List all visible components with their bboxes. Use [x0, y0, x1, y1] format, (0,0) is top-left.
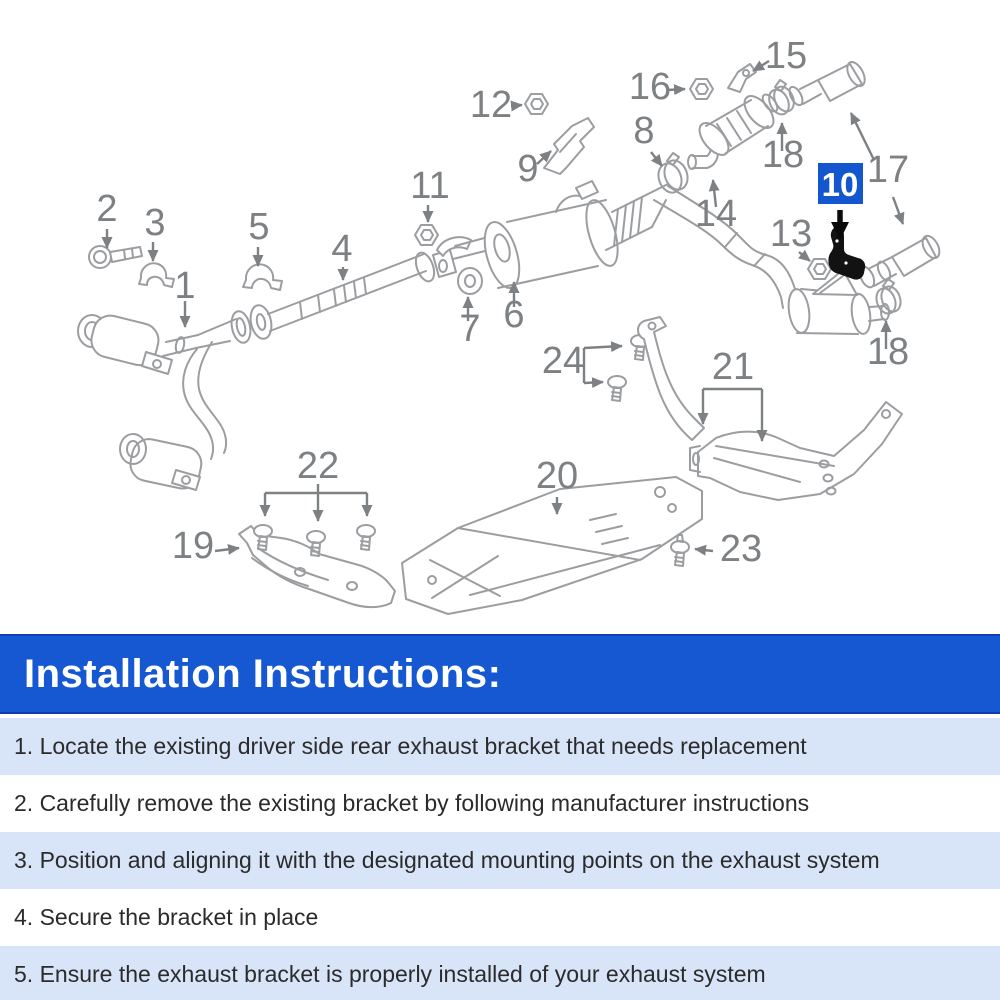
clamp-part-3	[139, 263, 174, 287]
front-y-pipe-part-1	[78, 303, 274, 491]
callout-label-11: 11	[410, 165, 450, 207]
flange-gasket-part-7	[458, 268, 482, 294]
callout-label-23: 23	[719, 528, 763, 570]
callout-label-8: 8	[633, 110, 655, 152]
callout-10-badge	[818, 163, 863, 204]
nut-part-13	[808, 259, 831, 279]
bolt-part-23	[671, 535, 689, 566]
exhaust-bracket-part-10	[828, 226, 865, 280]
callout-label-19: 19	[171, 525, 215, 567]
callout-label-15: 15	[764, 35, 808, 77]
installation-instructions	[0, 634, 1000, 1000]
callout-label-21: 21	[711, 346, 755, 388]
callout-label-24: 24	[541, 340, 585, 382]
instruction-step-text: 2. Carefully remove the existing bracket by following manufacturer instructions	[14, 790, 810, 816]
callout-label-4: 4	[331, 228, 353, 270]
bracket-part-9	[544, 118, 594, 174]
instruction-steps	[0, 718, 1000, 1000]
instruction-step-text: 5. Ensure the exhaust bracket is properly installed of your exhaust system	[14, 961, 766, 987]
clamp-part-5	[243, 264, 282, 290]
instructions-title: Installation Instructions:	[24, 651, 502, 696]
bracket-part-15	[728, 64, 756, 92]
instruction-step-5	[0, 946, 1000, 1000]
tailpipe-part-17-bottom	[857, 233, 943, 289]
callout-label-12: 12	[469, 84, 513, 126]
instruction-step-4	[0, 889, 1000, 946]
nut-part-11	[415, 225, 438, 245]
center-pipe-part-4	[268, 237, 489, 331]
instructions-header	[0, 634, 1000, 714]
nut-part-12	[525, 94, 548, 114]
callout-label-13: 13	[769, 213, 813, 255]
instruction-step-text: 1. Locate the existing driver side rear exhaust bracket that needs replacement	[14, 733, 807, 759]
callout-label-20: 20	[535, 455, 579, 497]
callout-label-10: 10	[821, 166, 859, 203]
callout-label-18-bottom: 18	[866, 331, 910, 373]
nut-part-16	[690, 79, 713, 99]
callout-label-14: 14	[694, 193, 738, 235]
callout-label-18-top: 18	[761, 134, 805, 176]
callout-label-7: 7	[459, 308, 481, 350]
muffler-part-6	[478, 181, 668, 292]
instruction-step-2	[0, 775, 1000, 832]
callout-label-16: 16	[628, 66, 672, 108]
callout-label-6: 6	[503, 294, 525, 336]
callout-label-2: 2	[96, 188, 118, 230]
callout-label-3: 3	[144, 202, 166, 244]
instruction-step-text: 4. Secure the bracket in place	[14, 904, 319, 930]
instruction-step-1	[0, 718, 1000, 775]
instruction-step-3	[0, 832, 1000, 889]
callout-label-9: 9	[517, 148, 539, 190]
callout-label-5: 5	[248, 206, 270, 248]
instruction-step-text: 3. Position and aligning it with the designated mounting points on the exhaust system	[14, 847, 880, 873]
bolts-part-24	[608, 335, 649, 401]
callout-label-22: 22	[296, 445, 340, 487]
skid-plate-part-20	[402, 477, 702, 614]
bolt-part-2	[89, 246, 142, 268]
bracket-part-21	[638, 317, 902, 500]
callout-label-1: 1	[174, 265, 196, 307]
callout-label-17: 17	[866, 149, 910, 191]
